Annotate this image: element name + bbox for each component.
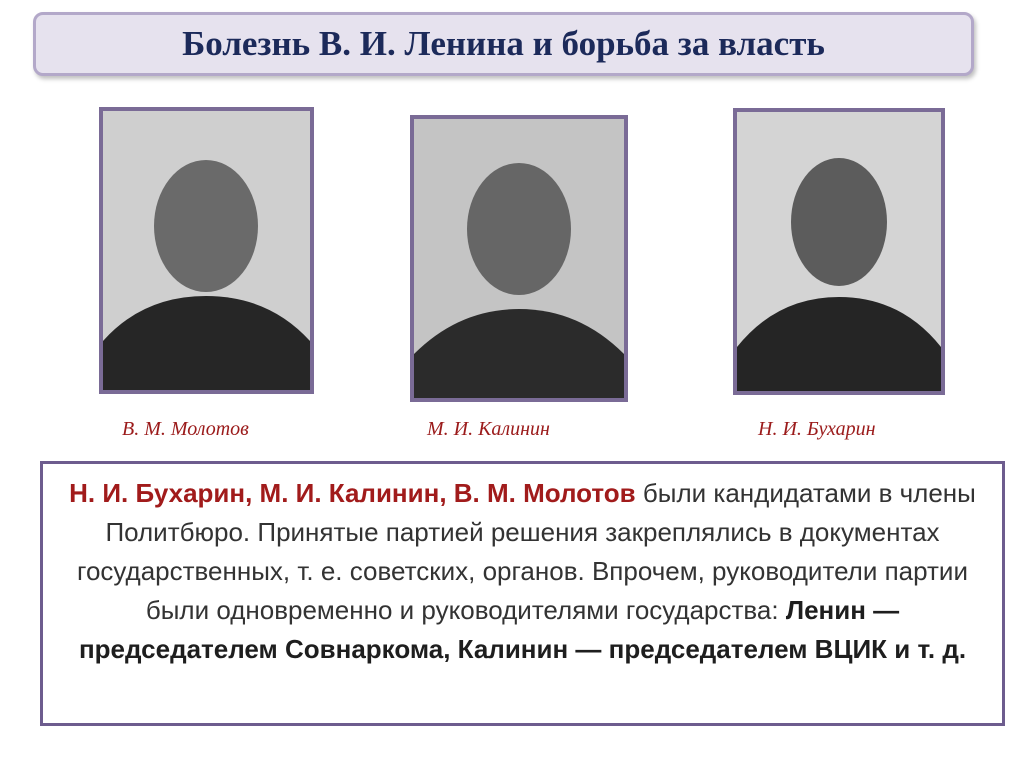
info-text-box: [40, 461, 1005, 726]
portrait-photo-placeholder: [737, 112, 941, 391]
title-banner: [33, 12, 974, 76]
portrait-bukharin: [733, 108, 945, 395]
caption-kalinin: М. И. Калинин: [427, 418, 550, 440]
caption-molotov: В. М. Молотов: [122, 418, 249, 440]
highlighted-names: Н. И. Бухарин, М. И. Калинин, В. М. Молотов: [69, 478, 636, 508]
caption-bukharin: Н. И. Бухарин: [758, 418, 876, 440]
portrait-photo-placeholder: [414, 119, 624, 398]
page-title: Болезнь В. И. Ленина и борьба за власть: [182, 24, 825, 63]
body-text: были кандидатами в члены Политбюро. Принятые партией решения закреплялись в документах государственных, т. е. советских, органов. Впрочем, руководители партии были одновременно и руководителями государства:: [77, 478, 976, 625]
portrait-kalinin: [410, 115, 628, 402]
portrait-photo-placeholder: [103, 111, 310, 390]
portrait-molotov: [99, 107, 314, 394]
emphasis-text: Ленин — председателем Совнаркома, Калинин — председателем ВЦИК и т. д.: [78, 595, 967, 664]
